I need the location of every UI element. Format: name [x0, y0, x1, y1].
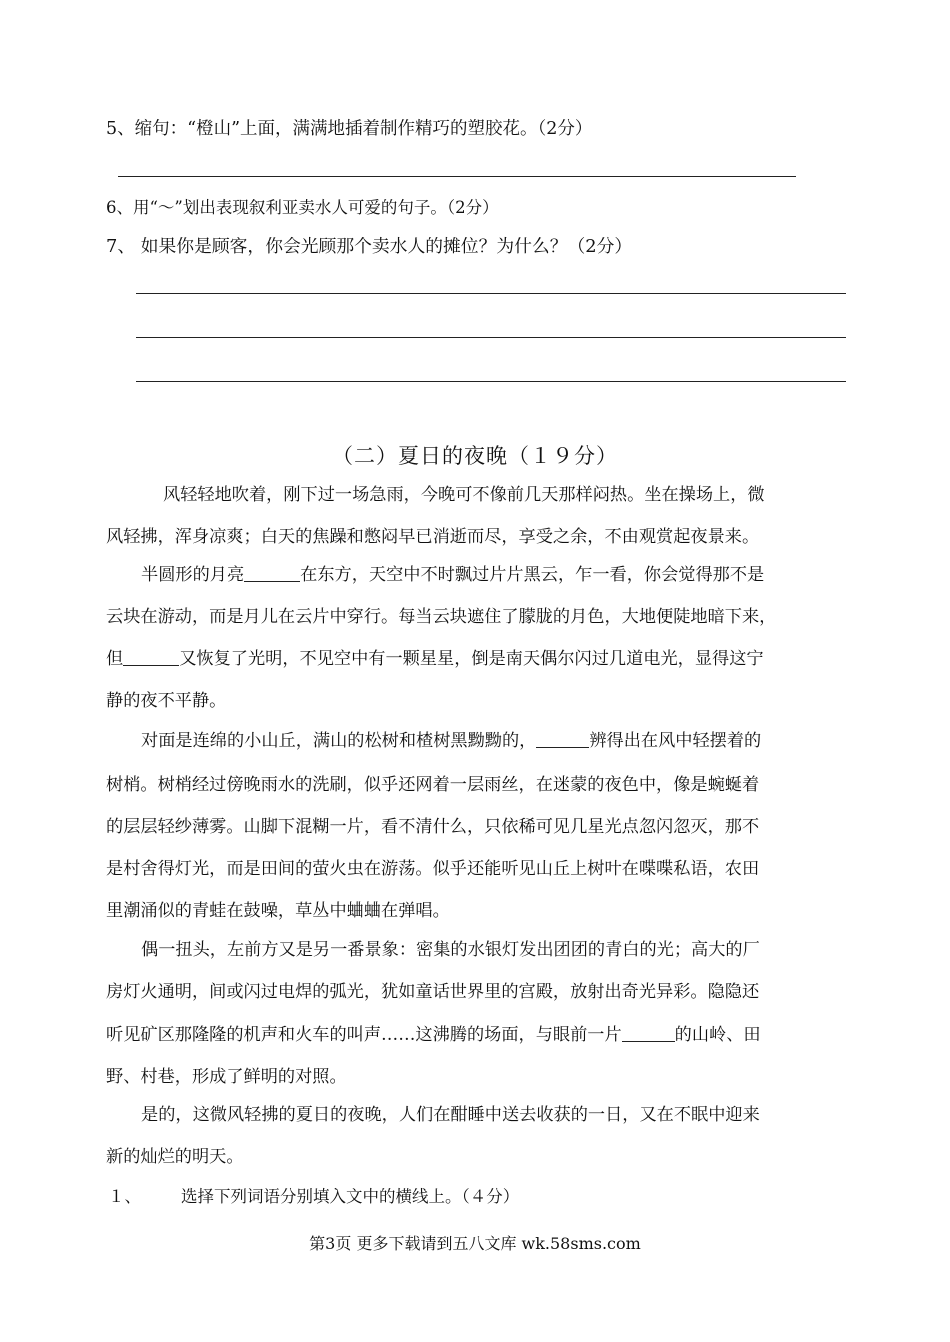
question-1-text: 选择下列词语分别填入文中的横线上。（４分）: [181, 1187, 520, 1206]
answer-line-q7-2: [136, 337, 846, 338]
passage-p1-line2: 风轻拂，浑身凉爽；白天的焦躁和憋闷早已消逝而尽，享受之余，不由观赏起夜景来。: [106, 527, 760, 547]
question-6: 6、用“～”划出表现叙利亚卖水人可爱的句子。（2分）: [106, 198, 499, 217]
passage-text: 辨得出在风中轻摆着的: [589, 731, 762, 751]
passage-p4-line2: 房灯火通明，间或闪过电焊的弧光，犹如童话世界里的宫殿，放射出奇光异彩。隐隐还: [106, 982, 760, 1002]
passage-p5-line2: 新的灿烂的明天。: [106, 1147, 244, 1167]
passage-p2-line3: [106, 648, 764, 670]
passage-p5-line1: 是的，这微风轻拂的夏日的夜晚，人们在酣睡中送去收获的一日，又在不眠中迎来: [141, 1105, 760, 1125]
passage-text: 又恢复了光明，不见空中有一颗星星，倒是南天偶尔闪过几道电光，显得这宁: [179, 649, 764, 669]
passage-text: 听见矿区那隆隆的机声和火车的叫声……这沸腾的场面，与眼前一片: [106, 1025, 622, 1045]
fill-blank-1[interactable]: [244, 565, 300, 582]
passage-p4-line3: [106, 1024, 761, 1046]
fill-blank-3[interactable]: [536, 731, 589, 748]
passage-p3-line2: 树梢。树梢经过傍晚雨水的洗刷，似乎还网着一层雨丝，在迷蒙的夜色中，像是蜿蜒着: [106, 775, 760, 795]
passage-p1-line1: 风轻轻地吹着，刚下过一场急雨，今晚可不像前几天那样闷热。坐在操场上，微: [163, 485, 765, 505]
passage-p3-line3: 的层层轻纱薄雾。山脚下混糊一片，看不清什么，只依稀可见几星光点忽闪忽灭，那不: [106, 817, 760, 837]
fill-blank-4[interactable]: [622, 1025, 675, 1042]
answer-line-q5: [118, 176, 796, 177]
fill-blank-2[interactable]: [123, 649, 179, 666]
passage-p3-line5: 里潮涌似的青蛙在鼓噪，草丛中蛐蛐在弹唱。: [106, 901, 450, 921]
answer-line-q7-3: [136, 381, 846, 382]
question-7: 7、 如果你是顾客，你会光顾那个卖水人的摊位？为什么？（2分）: [106, 236, 633, 257]
passage-text: 对面是连绵的小山丘，满山的松树和楂树黑黝黝的，: [141, 731, 537, 751]
question-5: 5、缩句：“橙山”上面，满满地插着制作精巧的塑胶花。（2分）: [106, 119, 593, 139]
passage-p4-line4: 野、村巷，形成了鲜明的对照。: [106, 1067, 347, 1087]
passage-p2-line1: [141, 564, 764, 586]
passage-p2-line4: 静的夜不平静。: [106, 691, 227, 711]
answer-line-q7-1: [136, 293, 846, 294]
passage-text: 的山岭、田: [674, 1025, 761, 1045]
passage-p3-line1: [141, 730, 761, 752]
question-1-number: １、: [108, 1187, 141, 1206]
passage-p2-line2: 云块在游动，而是月儿在云片中穿行。每当云块遮住了朦胧的月色，大地便陡地暗下来，: [106, 607, 777, 627]
page-footer: 第3页 更多下载请到五八文库 wk.58sms.com: [309, 1234, 641, 1253]
passage-text: 在东方，天空中不时飘过片片黑云，乍一看，你会觉得那不是: [300, 565, 765, 585]
passage-text: 但: [106, 649, 124, 669]
passage-p4-line1: 偶一扭头，左前方又是另一番景象：密集的水银灯发出团团的青白的光；高大的厂: [141, 940, 760, 960]
passage-p3-line4: 是村舍得灯光，而是田间的萤火虫在游荡。似乎还能听见山丘上树叶在喋喋私语，农田: [106, 859, 760, 879]
section-title: （二）夏日的夜晚（１９分）: [332, 444, 618, 468]
passage-text: 半圆形的月亮: [141, 565, 245, 585]
